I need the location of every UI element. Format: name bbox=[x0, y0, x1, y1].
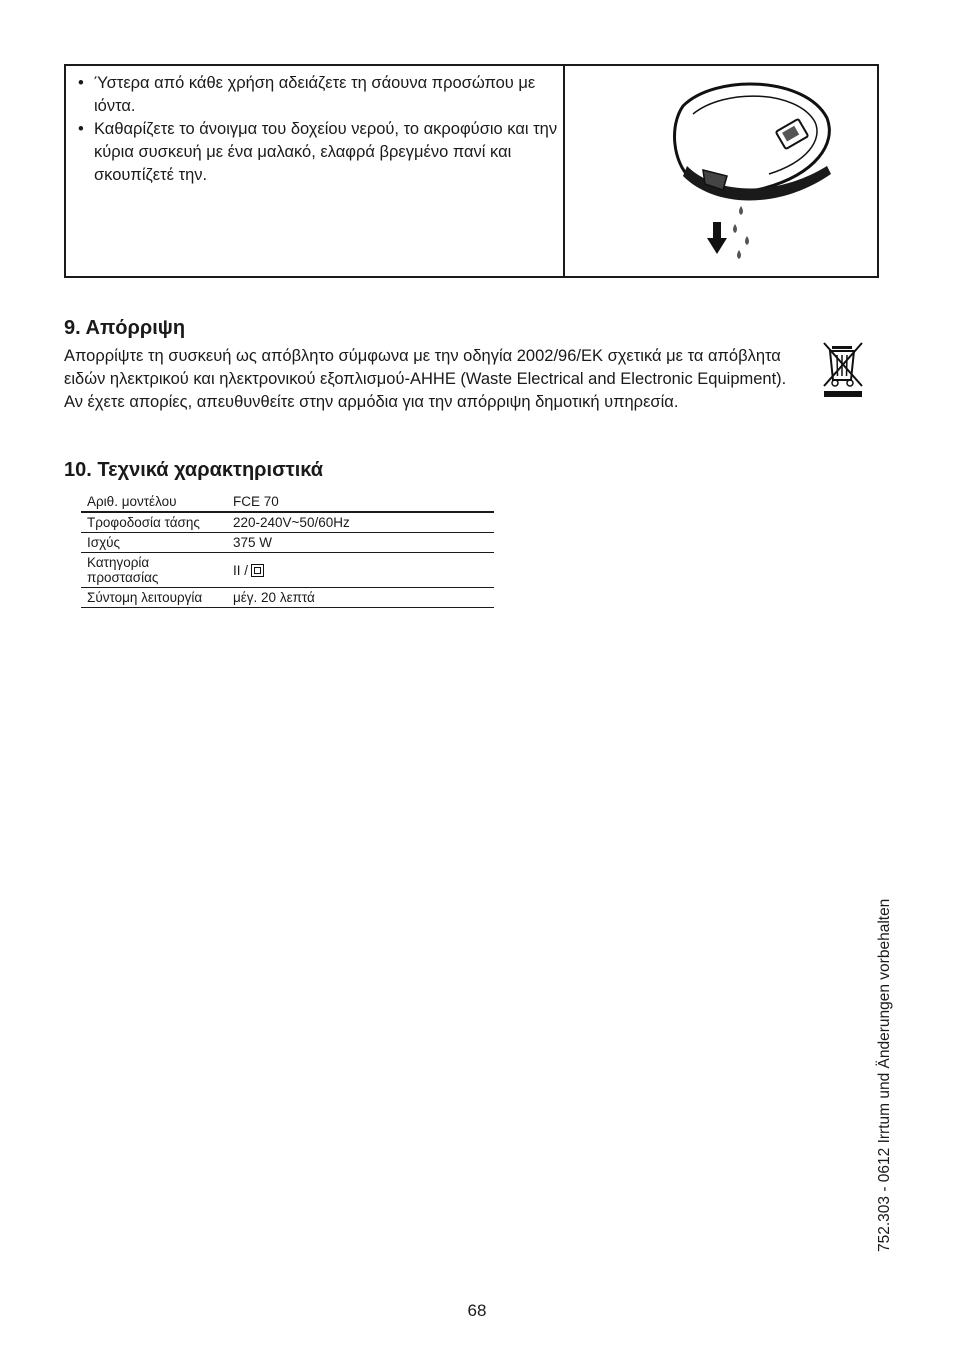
crossed-out-wheelie-bin-icon bbox=[820, 340, 866, 400]
disposal-heading: 9. Απόρριψη bbox=[64, 317, 186, 339]
specs-heading: 10. Τεχνικά χαρακτηριστικά bbox=[64, 459, 324, 481]
page-number: 68 bbox=[467, 1301, 487, 1320]
spec-value: II / bbox=[233, 562, 249, 578]
spec-label: Τροφοδοσία τάσης bbox=[81, 512, 227, 533]
instruction-item: • Ύστερα από κάθε χρήση αδειάζετε τη σάουνα προσώπου με ιόντα. bbox=[78, 72, 563, 118]
instruction-list bbox=[66, 66, 563, 187]
instruction-item: • Καθαρίζετε το άνοιγμα του δοχείου νερού, το ακροφύσιο και την κύρια συσκευή με ένα μαλακό, ελαφρά βρεγμένο πανί και σκουπίζετέ την. bbox=[78, 118, 563, 187]
illustration-cell bbox=[565, 66, 877, 276]
spec-label: Αριθ. μοντέλου bbox=[81, 492, 227, 512]
spec-value: 375 W bbox=[227, 533, 494, 553]
spec-value: FCE 70 bbox=[227, 492, 494, 512]
specs-table bbox=[81, 492, 494, 608]
table-row bbox=[81, 512, 494, 533]
spec-label: Σύντομη λειτουργία bbox=[81, 588, 227, 608]
spec-value: 220-240V~50/60Hz bbox=[227, 512, 494, 533]
double-insulation-icon bbox=[251, 564, 264, 577]
disposal-text: Απορρίψτε τη συσκευή ως απόβλητο σύμφωνα με την οδηγία 2002/96/ΕΚ σχετικά με τα απόβλητα ειδών ηλεκτρικού και ηλεκτρονικού εξοπλισμού-AHHE (Waste Electrical and Electronic Equipment). Αν έχετε απορίες, απευθυνθείτε στην αρμόδια για την απόρριψη δημοτική υπηρεσία. bbox=[64, 347, 787, 411]
instruction-box bbox=[64, 64, 879, 278]
table-row bbox=[81, 588, 494, 608]
table-row bbox=[81, 492, 494, 512]
table-row bbox=[81, 533, 494, 553]
table-row bbox=[81, 553, 494, 588]
spec-value: μέγ. 20 λεπτά bbox=[227, 588, 494, 608]
spec-label: Ισχύς bbox=[81, 533, 227, 553]
spec-value-cell bbox=[227, 553, 494, 588]
spec-label: Κατηγορία προστασίας bbox=[81, 553, 227, 588]
side-footer-text: 752.303 - 0612 Irrtum und Änderungen vorbehalten bbox=[876, 898, 893, 1252]
emptying-device-illustration bbox=[565, 66, 877, 276]
instruction-text-cell bbox=[66, 66, 565, 276]
